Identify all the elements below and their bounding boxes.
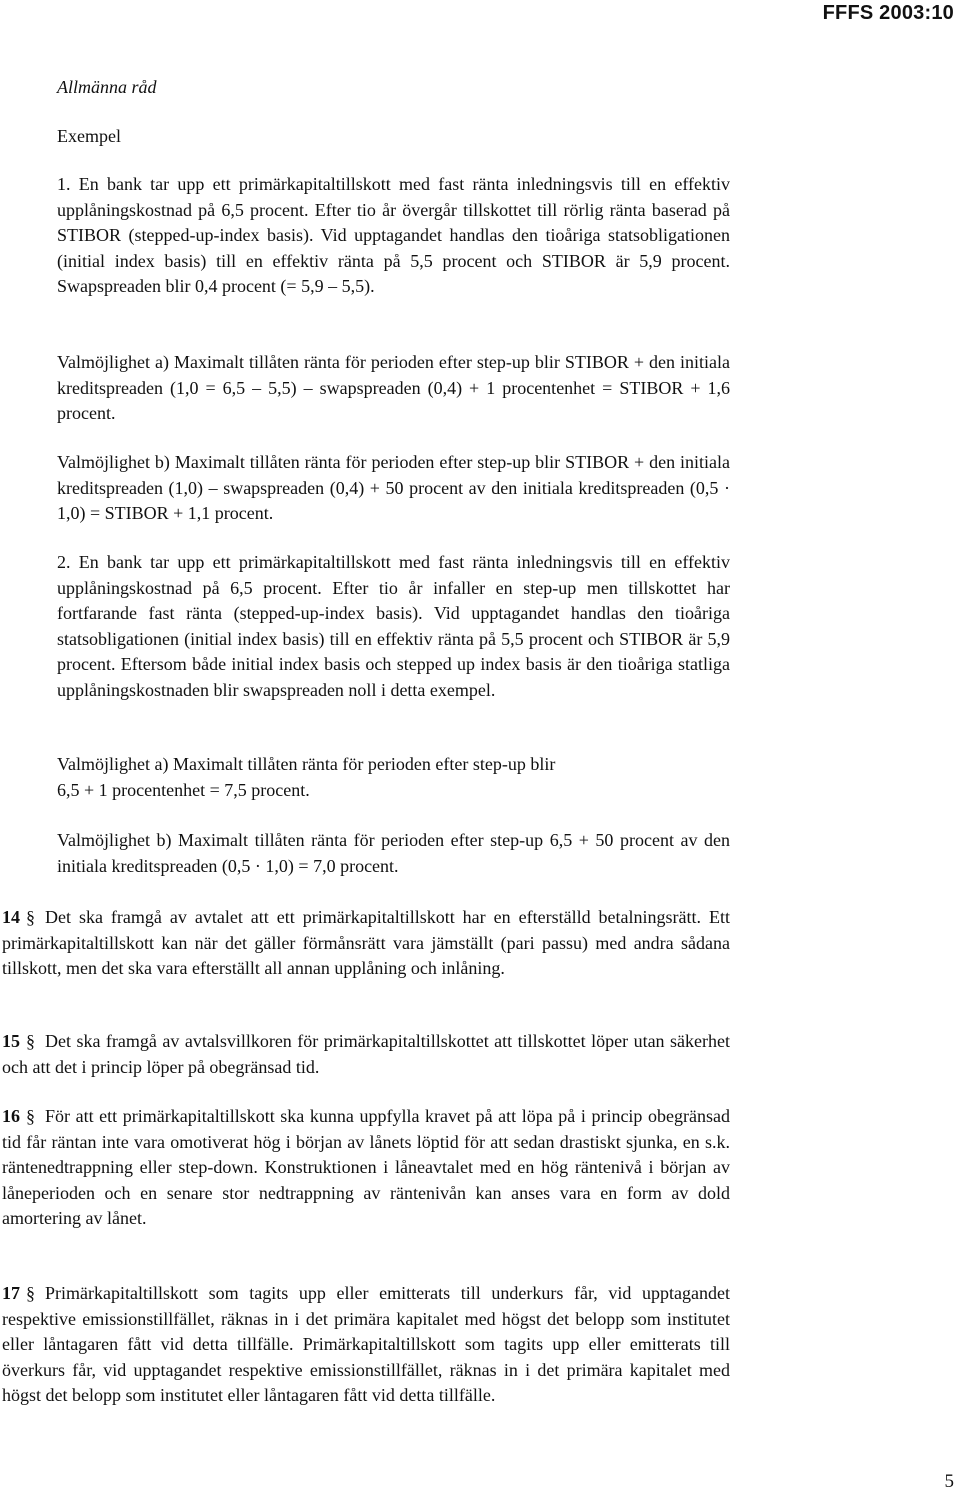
general-advice-heading: Allmänna råd xyxy=(57,77,157,97)
section-sign: § xyxy=(26,1031,35,1051)
section-text: Det ska framgå av avtalet att ett primärkapitaltillskott har en efterställd betalningsrätt. Ett primärkapitaltillskott kan när det gäller förmånsrätt vara jämställt (pari passu) med andra sådana tillskott, men det ska vara efterställt all annan upplåning och inlåning. xyxy=(2,907,730,979)
section-number: 15 xyxy=(2,1031,20,1051)
section-15 xyxy=(2,1029,730,1080)
example-2-option-a-line-1: Valmöjlighet a) Maximalt tillåten ränta för perioden efter step-up blir xyxy=(57,754,556,774)
document-reference: FFFS 2003:10 xyxy=(822,2,954,24)
section-number: 14 xyxy=(2,907,20,927)
section-number: 16 xyxy=(2,1106,20,1126)
section-number: 17 xyxy=(2,1283,20,1303)
example-1-option-b: Valmöjlighet b) Maximalt tillåten ränta för perioden efter step-up blir STIBOR + den initiala kreditspreaden (1,0) – swapspreaden (0,4) + 50 procent av den initiala kreditspreaden (0,5 · 1,0) = STIBOR + 1,1 procent. xyxy=(57,452,730,524)
section-16 xyxy=(2,1104,730,1232)
section-sign: § xyxy=(26,1106,35,1126)
page-number: 5 xyxy=(944,1471,954,1492)
section-text: Primärkapitaltillskott som tagits upp eller emitterats till underkurs får, vid upptagandet respektive emissionstillfället, räknas in i det primära kapitalet med högst det belopp som institutet eller låntagaren fått vid detta tillfälle. Primärkapitaltillskott som tagits upp eller emitterats till överkurs får, vid upptagandet respektive emissionstillfället, räknas in i det primära kapitalet med högst det belopp som institutet eller låntagaren fått vid detta tillfälle. xyxy=(2,1283,730,1406)
example-1-intro: 1. En bank tar upp ett primärkapitaltillskott med fast ränta inledningsvis till en effektiv upplåningskostnad på 6,5 procent. Efter tio år övergår tillskottet till rörlig ränta baserad på STIBOR (stepped-up-index basis). Vid upptagandet handlas den tioåriga statsobligationen (initial index basis) till en effektiv ränta på 5,5 procent och STIBOR är 5,9 procent. Swapspreaden blir 0,4 procent (= 5,9 – 5,5). xyxy=(57,174,730,297)
example-2-intro: 2. En bank tar upp ett primärkapitaltillskott med fast ränta inledningsvis till en effektiv upplåningskostnad på 6,5 procent. Efter tio år infaller en step-up men tillskottet har fortfarande fast ränta (stepped-up-index basis). Vid upptagandet handlas den tioåriga statsobligationen (initial index basis) till en effektiv ränta på 5,5 procent och STIBOR är 5,9 procent. Eftersom både initial index basis och stepped up index basis är den tioåriga statliga upplåningskostnaden blir swapspreaden noll i detta exempel. xyxy=(57,552,730,700)
example-1-option-a: Valmöjlighet a) Maximalt tillåten ränta för perioden efter step-up blir STIBOR + den initiala kreditspreaden (1,0 = 6,5 – 5,5) – swapspreaden (0,4) + 1 procentenhet = STIBOR + 1,6 procent. xyxy=(57,352,730,424)
section-14 xyxy=(2,905,730,982)
section-sign: § xyxy=(26,907,35,927)
example-2-option-a xyxy=(57,752,730,803)
section-text: För att ett primärkapitaltillskott ska kunna uppfylla kravet på att löpa på i princip obegränsad tid får räntan inte vara omotiverat hög i början av lånets löptid för att sedan drastiskt sjunka, en s.k. räntenedtrappning eller step-down. Konstruktionen i låneavtalet med en hög räntenivå i början av låneperioden och en senare stor nedtrappning av räntenivån kan anses vara en form av dold amortering av lånet. xyxy=(2,1106,730,1229)
example-2-option-b: Valmöjlighet b) Maximalt tillåten ränta för perioden efter step-up 6,5 + 50 procent av den initiala kreditspreaden (0,5 · 1,0) = 7,0 procent. xyxy=(57,830,730,876)
example-heading: Exempel xyxy=(57,126,121,146)
section-sign: § xyxy=(26,1283,35,1303)
section-17 xyxy=(2,1281,730,1409)
example-2-option-a-line-2: 6,5 + 1 procentenhet = 7,5 procent. xyxy=(57,779,310,800)
section-text: Det ska framgå av avtalsvillkoren för primärkapitaltillskottet att tillskottet löper utan säkerhet och att det i princip löper på obegränsad tid. xyxy=(2,1031,730,1077)
